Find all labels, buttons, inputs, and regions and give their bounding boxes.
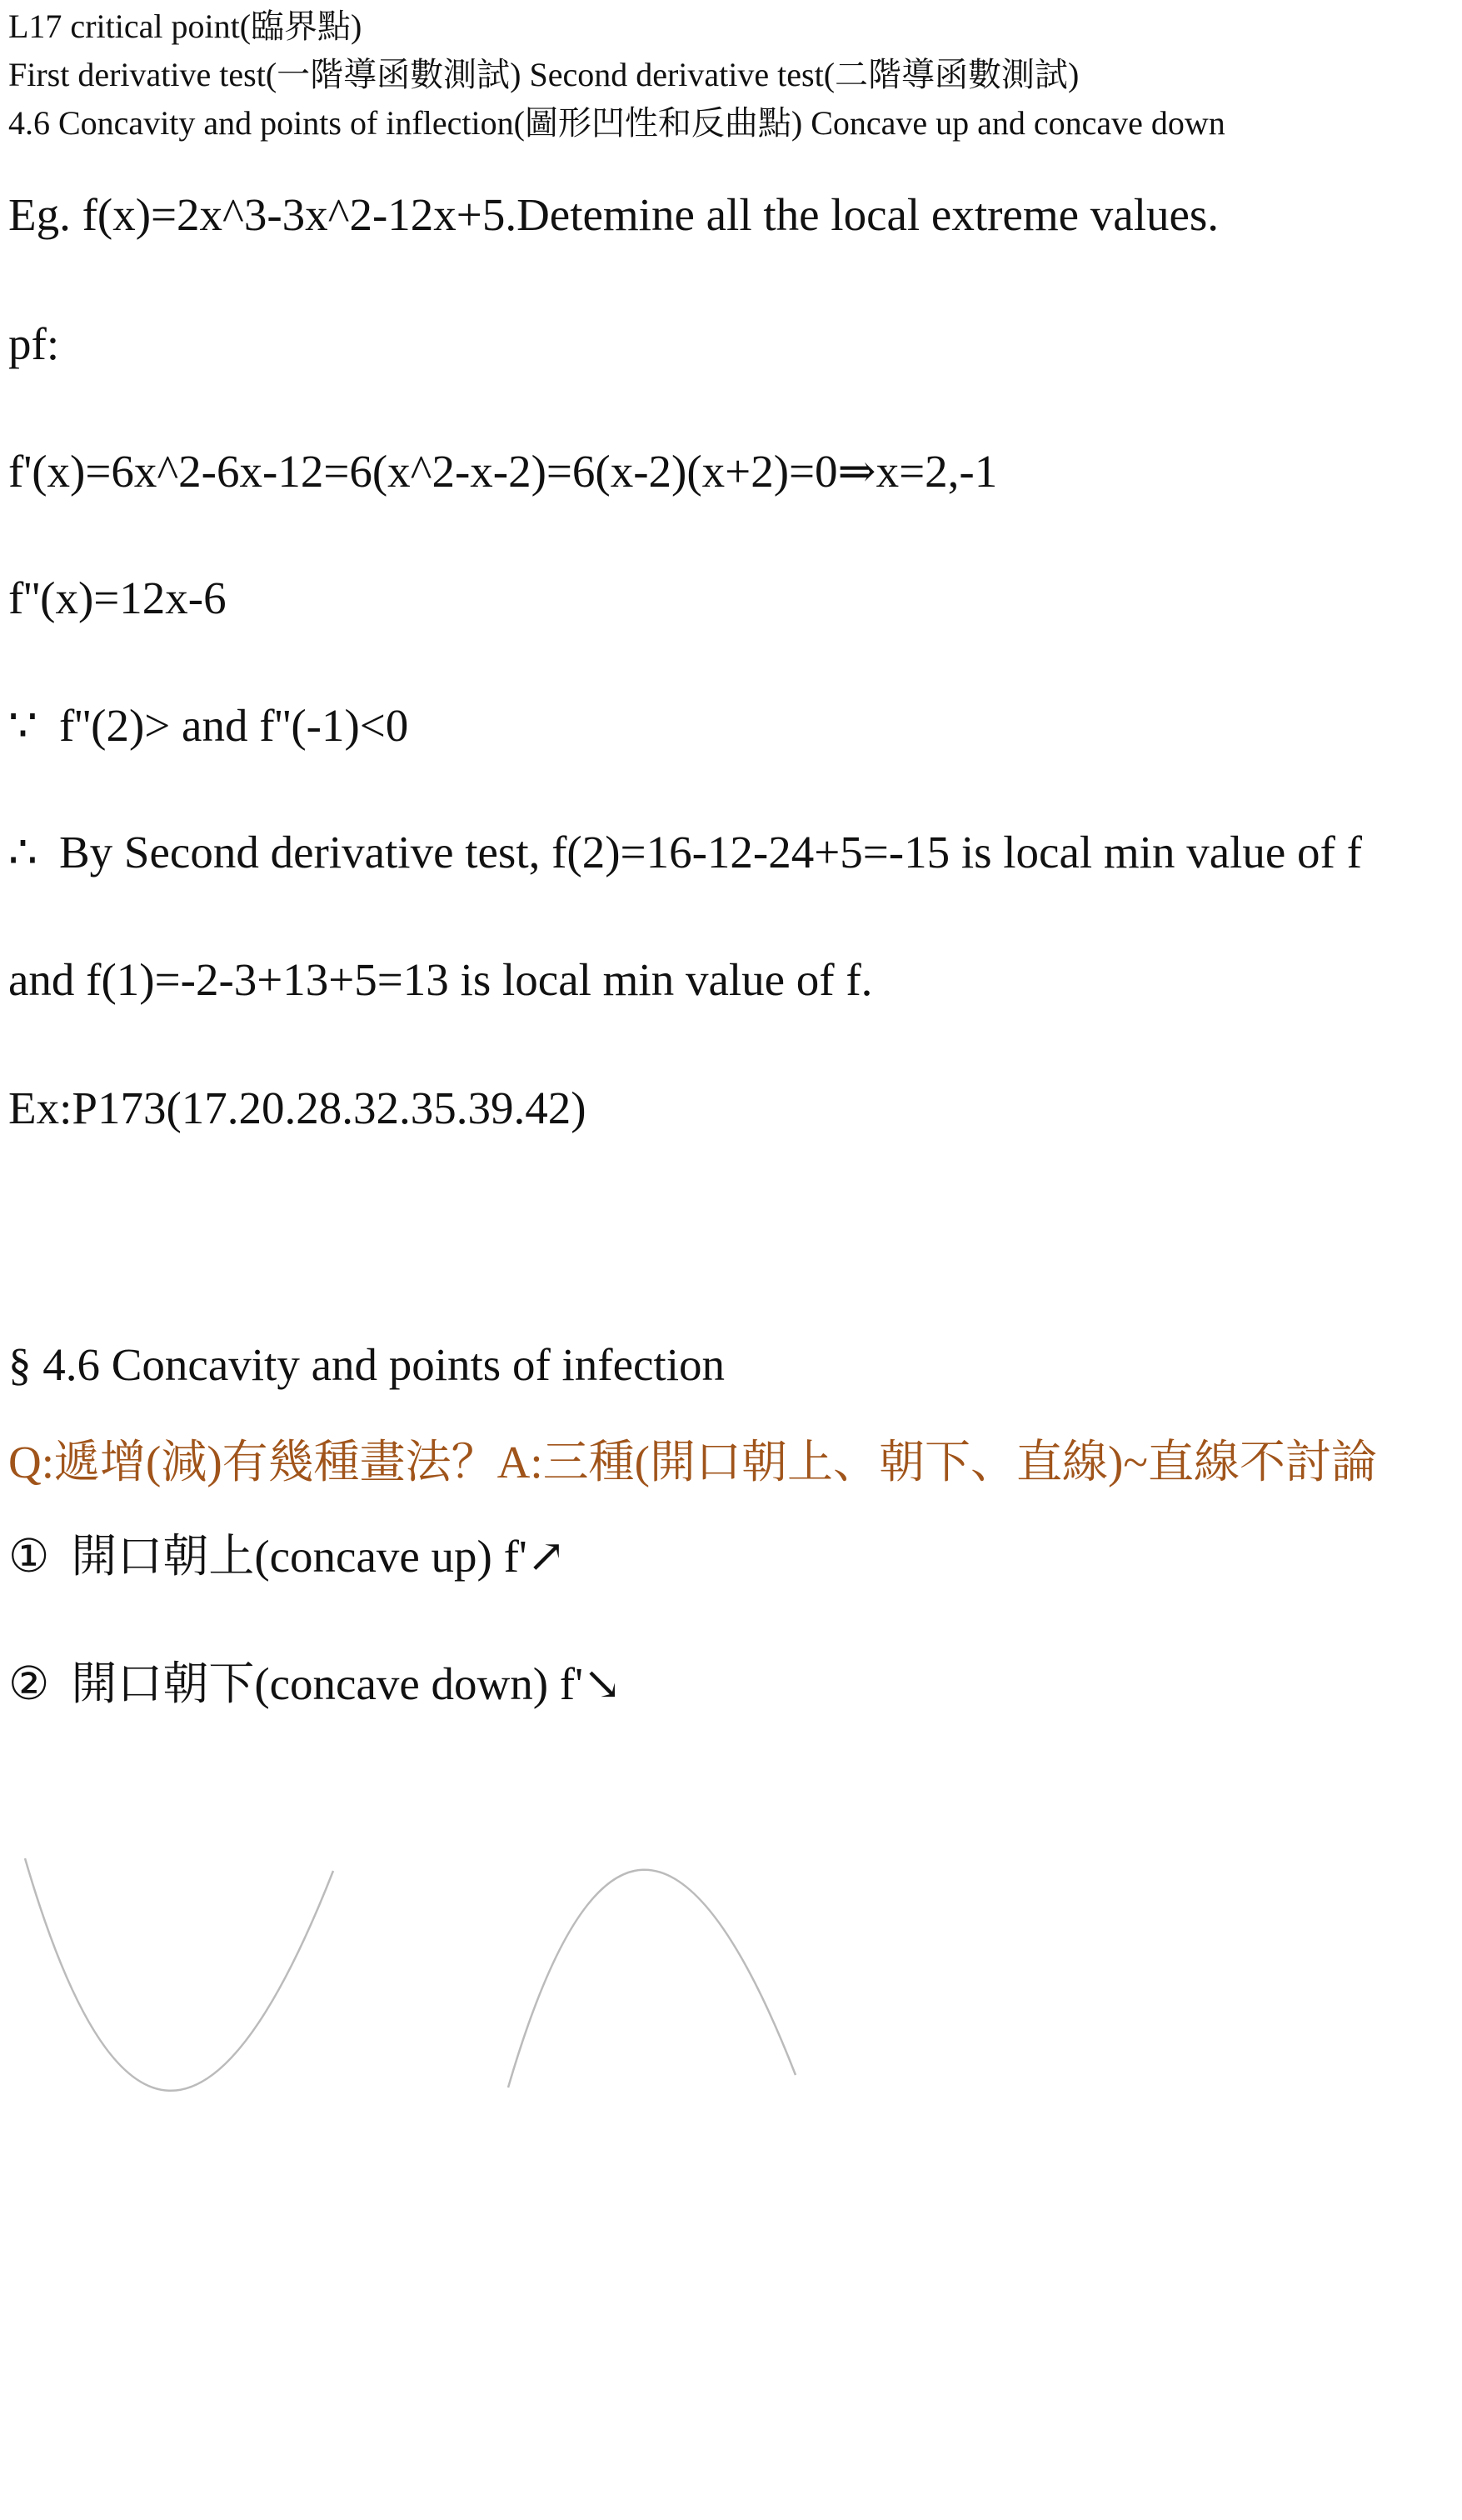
because-symbol: ∵ [8, 700, 37, 751]
therefore-symbol: ∴ [8, 827, 37, 878]
example-statement: Eg. f(x)=2x^3-3x^2-12x+5.Detemine all the local extreme values. [8, 189, 1220, 240]
because-text: f''(2)> and f''(-1)<0 [59, 700, 409, 751]
item-concave-up [8, 1531, 566, 1582]
item-1-text: 開口朝上(concave up) f'↗ [71, 1531, 566, 1582]
exercise-reference: Ex:P173(17.20.28.32.35.39.42) [8, 1082, 586, 1133]
concave-up-curve [25, 1858, 333, 2091]
concavity-sketches [0, 1817, 833, 2100]
because-line [8, 700, 409, 751]
proof-label: pf: [8, 318, 60, 369]
first-derivative: f'(x)=6x^2-6x-12=6(x^2-x-2)=6(x-2)(x+2)=0⇒x=2,-1 [8, 446, 998, 497]
item-2-marker: ② [8, 1658, 50, 1709]
section-title: § 4.6 Concavity and points of infection [8, 1339, 725, 1390]
concave-down-curve [508, 1870, 796, 2088]
item-concave-down [8, 1658, 622, 1709]
header-line-2: First derivative test(一階導函數測試) Second derivative test(二階導函數測試) [8, 56, 1080, 93]
therefore-line [8, 827, 1362, 878]
header-line-3: 4.6 Concavity and points of inflection(圖形凹性和反曲點) Concave up and concave down [8, 104, 1225, 142]
header-line-1: L17 critical point(臨界點) [8, 8, 362, 45]
item-1-marker: ① [8, 1531, 50, 1582]
therefore-text: By Second derivative test, f(2)=16-12-24+5=-15 is local min value of f [59, 827, 1362, 878]
conclusion-continuation: and f(1)=-2-3+13+5=13 is local min value of f. [8, 954, 873, 1005]
question-line: Q:遞增(減)有幾種畫法？A:三種(開口朝上、朝下、直線)~直線不討論 [8, 1437, 1378, 1488]
second-derivative: f''(x)=12x-6 [8, 572, 227, 623]
item-2-text: 開口朝下(concave down) f'↘ [71, 1658, 622, 1709]
